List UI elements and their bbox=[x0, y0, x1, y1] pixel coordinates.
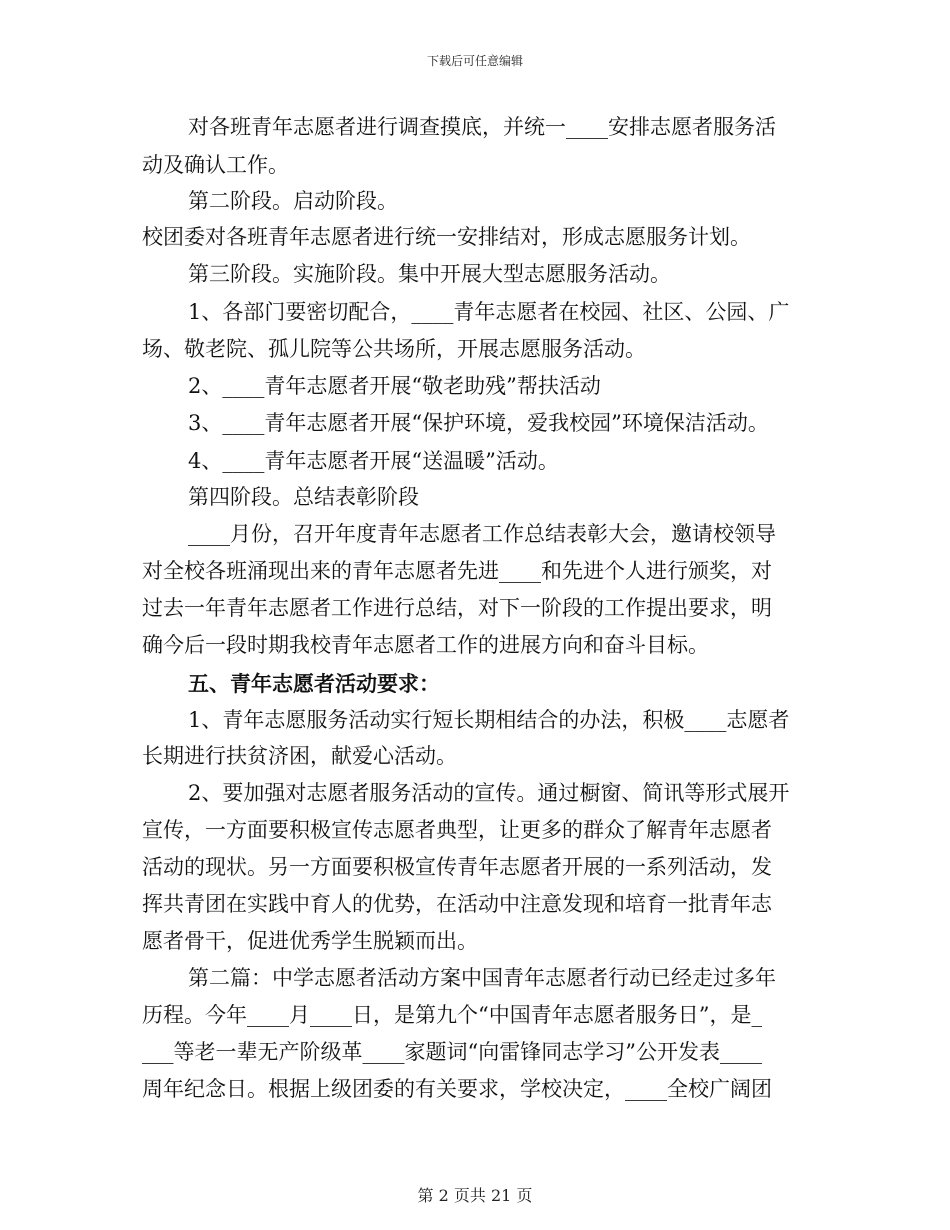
text-line: 活动的现状。另一方面要积极宣传青年志愿者开展的一系列活动，发 bbox=[142, 855, 772, 879]
text-line: ___等老一辈无产阶级革____家题词“向雷锋同志学习”公开发表____ bbox=[142, 1040, 762, 1064]
text-line: 对各班青年志愿者进行调查摸底，并统一____安排志愿者服务活 bbox=[188, 115, 776, 139]
text-line: 愿者骨干，促进优秀学生脱颖而出。 bbox=[142, 929, 478, 953]
text-line: 周年纪念日。根据上级团委的有关要求，学校决定，____全校广阔团 bbox=[142, 1077, 772, 1101]
text-line: 第四阶段。总结表彰阶段 bbox=[188, 485, 419, 509]
text-line: 1、青年志愿服务活动实行短长期相结合的办法，积极____志愿者 bbox=[188, 708, 790, 732]
page-footer: 第 2 页共 21 页 bbox=[417, 1186, 533, 1205]
text-line: 2、____青年志愿者开展“敬老助残”帮扶活动 bbox=[188, 374, 601, 398]
text-line: 对全校各班涌现出来的青年志愿者先进____和先进个人进行颁奖，对 bbox=[142, 559, 772, 583]
text-line: 第二阶段。启动阶段。 bbox=[188, 189, 398, 213]
text-line: ____月份，召开年度青年志愿者工作总结表彰大会，邀请校领导 bbox=[188, 522, 776, 546]
text-line: 2、要加强对志愿者服务活动的宣传。通过橱窗、简讯等形式展开 bbox=[188, 781, 790, 805]
text-line: 3、____青年志愿者开展“保护环境，爱我校园”环境保洁活动。 bbox=[188, 411, 769, 435]
text-line: 挥共青团在实践中育人的优势，在活动中注意发现和培育一批青年志 bbox=[142, 892, 772, 916]
text-line: 4、____青年志愿者开展“送温暖”活动。 bbox=[188, 449, 559, 473]
text-line: 历程。今年____月____日，是第九个“中国青年志愿者服务日”，是_ bbox=[142, 1003, 762, 1027]
section-heading: 五、青年志愿者活动要求： bbox=[188, 671, 440, 696]
text-line: 第三阶段。实施阶段。集中开展大型志愿服务活动。 bbox=[188, 262, 671, 286]
text-line: 动及确认工作。 bbox=[142, 153, 289, 177]
text-line: 场、敬老院、孤儿院等公共场所，开展志愿服务活动。 bbox=[142, 337, 646, 361]
text-line: 1、各部门要密切配合，____青年志愿者在校园、社区、公园、广 bbox=[188, 300, 790, 324]
text-line: 校团委对各班青年志愿者进行统一安排结对，形成志愿服务计划。 bbox=[142, 225, 751, 249]
text-line: 过去一年青年志愿者工作进行总结，对下一阶段的工作提出要求，明 bbox=[142, 596, 772, 620]
text-line: 确今后一段时期我校青年志愿者工作的进展方向和奋斗目标。 bbox=[142, 633, 709, 657]
text-line: 宣传，一方面要积极宣传志愿者典型，让更多的群众了解青年志愿者 bbox=[142, 818, 772, 842]
text-line: 长期进行扶贫济困，献爱心活动。 bbox=[142, 744, 457, 768]
text-line: 第二篇：中学志愿者活动方案中国青年志愿者行动已经走过多年 bbox=[188, 966, 776, 990]
page-header: 下载后可任意编辑 bbox=[426, 54, 523, 68]
